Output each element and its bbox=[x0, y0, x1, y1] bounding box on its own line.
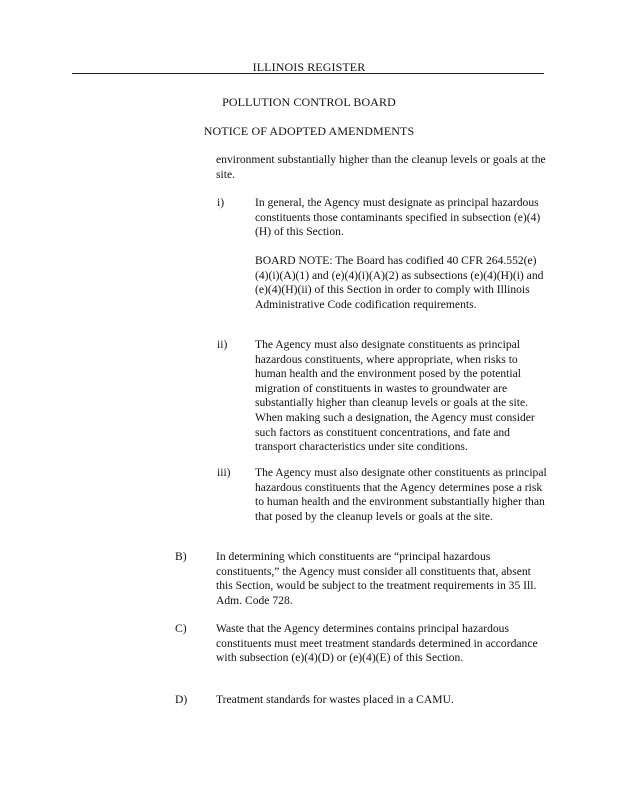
item-iii-text: The Agency must also designate other constituents as principal hazardous constituents that the Agency determines pose a risk to human health and the environment substantially higher than that posed by the cleanup levels or goals at the site. bbox=[255, 466, 547, 523]
item-ii-text: The Agency must also designate constituents as principal hazardous constituents, where appropriate, when risks to human health and the environment posed by the potential migration of constituents in wastes to groundwater are substantially higher than cleanup levels or goals at the site. When making such a designation, the Agency must consider such factors as constituent concentrations, and fate and transport characteristics under site conditions. bbox=[255, 338, 535, 454]
intro-paragraph: environment substantially higher than the cleanup levels or goals at the site. bbox=[216, 153, 546, 181]
item-iii-label: iii) bbox=[217, 466, 231, 479]
subsection-d-text: Treatment standards for wastes placed in a CAMU. bbox=[216, 693, 454, 706]
subsection-c-label: C) bbox=[175, 622, 187, 635]
register-title: ILLINOIS REGISTER bbox=[252, 60, 366, 74]
item-ii-label: ii) bbox=[217, 338, 228, 351]
board-note: BOARD NOTE: The Board has codified 40 CFR 264.552(e)(4)(i)(A)(1) and (e)(4)(i)(A)(2) as subsections (e)(4)(H)(i) and (e)(4)(H)(ii) of this Section in order to comply with Illinois Administrative Code codification requirements. bbox=[255, 254, 544, 311]
board-title: POLLUTION CONTROL BOARD bbox=[222, 95, 396, 109]
subsection-b-text: In determining which constituents are “principal hazardous constituents,” the Agency must consider all constituents that, absent this Section, would be subject to the treatment requirements in 35 Ill. Adm. Code 728. bbox=[216, 550, 537, 607]
subsection-d-label: D) bbox=[175, 693, 188, 706]
header-rule bbox=[72, 73, 544, 74]
item-i-label: i) bbox=[217, 196, 225, 209]
item-i-text: In general, the Agency must designate as principal hazardous constituents those contaminants specified in subsection (e)(4)(H) of this Section. bbox=[255, 196, 541, 239]
notice-title: NOTICE OF ADOPTED AMENDMENTS bbox=[203, 124, 415, 138]
subsection-b-label: B) bbox=[175, 550, 187, 563]
subsection-c-text: Waste that the Agency determines contains principal hazardous constituents must meet treatment standards determined in accordance with subsection (e)(4)(D) or (e)(4)(E) of this Section. bbox=[216, 622, 538, 665]
